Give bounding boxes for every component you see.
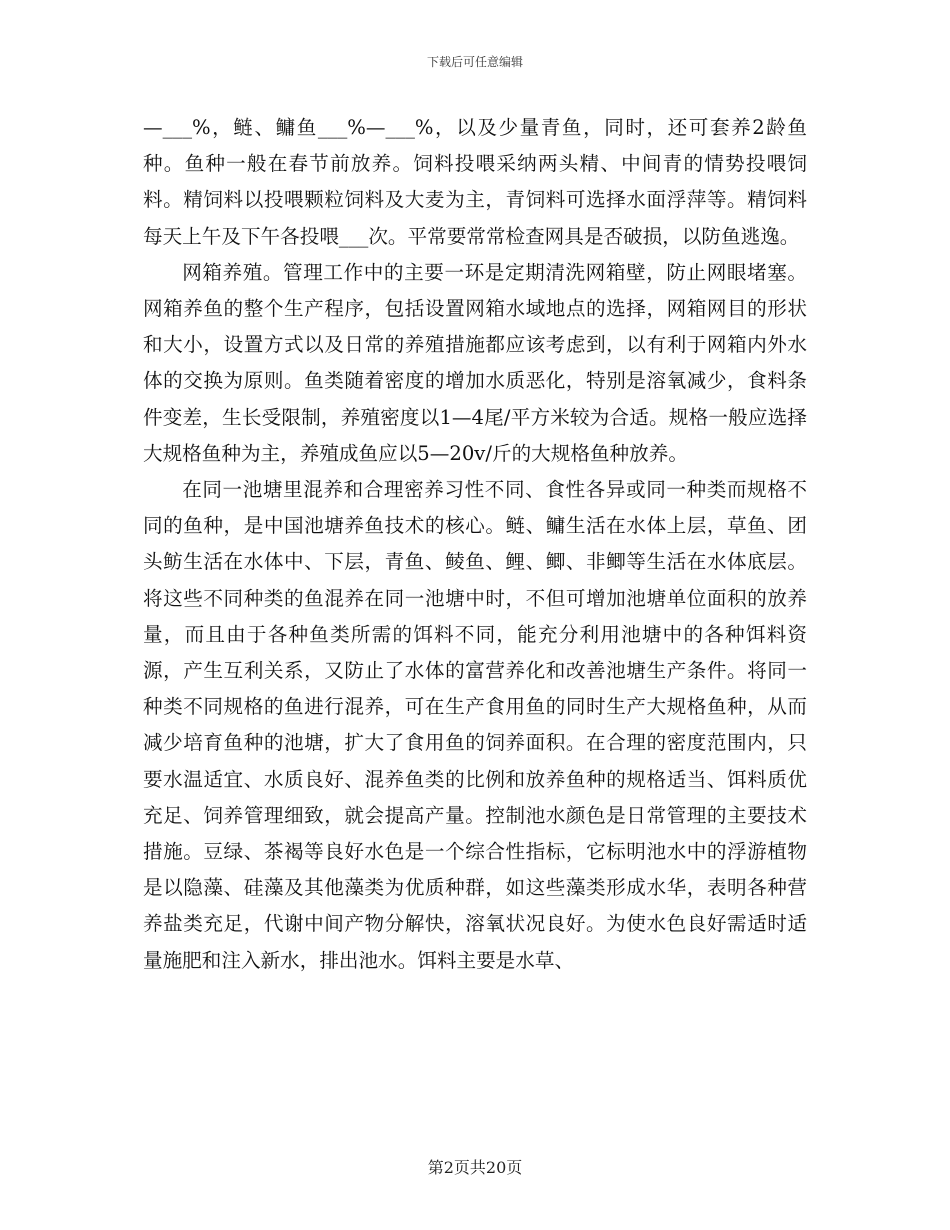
- page-footer: 第2页共20页: [427, 1158, 523, 1177]
- paragraph-cage-culture: 网箱养殖。管理工作中的主要一环是定期清洗网箱壁，防止网眼堵塞。网箱养鱼的整个生产程序，包括设置网箱水域地点的选择，网箱网目的形状和大小，设置方式以及日常的养殖措施都应该考虑到，以有利于网箱内外水体的交换为原则。鱼类随着密度的增加水质恶化，特别是溶氧减少，食料条件变差，生长受限制，养殖密度以1—4尾/平方米较为合适。规格一般应选择大规格鱼种为主，养殖成鱼应以5—20v/斤的大规格鱼种放养。: [143, 260, 807, 465]
- paragraph-continuation: —___%，鲢、鳙鱼___%—___%，以及少量青鱼，同时，还可套养2龄鱼种。鱼种一般在春节前放养。饲料投喂采纳两头精、中间青的情势投喂饲料。精饲料以投喂颗粒饲料及大麦为主，青饲料可选择水面浮萍等。精饲料每天上午及下午各投喂___次。平常要常常检查网具是否破损，以防鱼逃逸。: [143, 116, 807, 248]
- page-header: 下载后可任意编辑: [426, 55, 523, 69]
- paragraph-polyculture: 在同一池塘里混养和合理密养习性不同、食性各异或同一种类而规格不同的鱼种，是中国池塘养鱼技术的核心。鲢、鳙生活在水体上层，草鱼、团头鲂生活在水体中、下层，青鱼、鲮鱼、鲤、鲫、非鲫等生活在水体底层。将这些不同种类的鱼混养在同一池塘中时，不但可增加池塘单位面积的放养量，而且由于各种鱼类所需的饵料不同，能充分利用池塘中的各种饵料资源，产生互利关系，又防止了水体的富营养化和改善池塘生产条件。将同一种类不同规格的鱼进行混养，可在生产食用鱼的同时生产大规格鱼种，从而减少培育鱼种的池塘，扩大了食用鱼的饲养面积。在合理的密度范围内，只要水温适宜、水质良好、混养鱼类的比例和放养鱼种的规格适当、饵料质优充足、饲养管理细致，就会提高产量。控制池水颜色是日常管理的主要技术措施。豆绿、茶褐等良好水色是一个综合性指标，它标明池水中的浮游植物是以隐藻、硅藻及其他藻类为优质种群，如这些藻类形成水华，表明各种营养盐类充足，代谢中间产物分解快，溶氧状况良好。为使水色良好需适时适量施肥和注入新水，排出池水。饵料主要是水草、: [143, 478, 807, 972]
- document-body: [143, 110, 807, 979]
